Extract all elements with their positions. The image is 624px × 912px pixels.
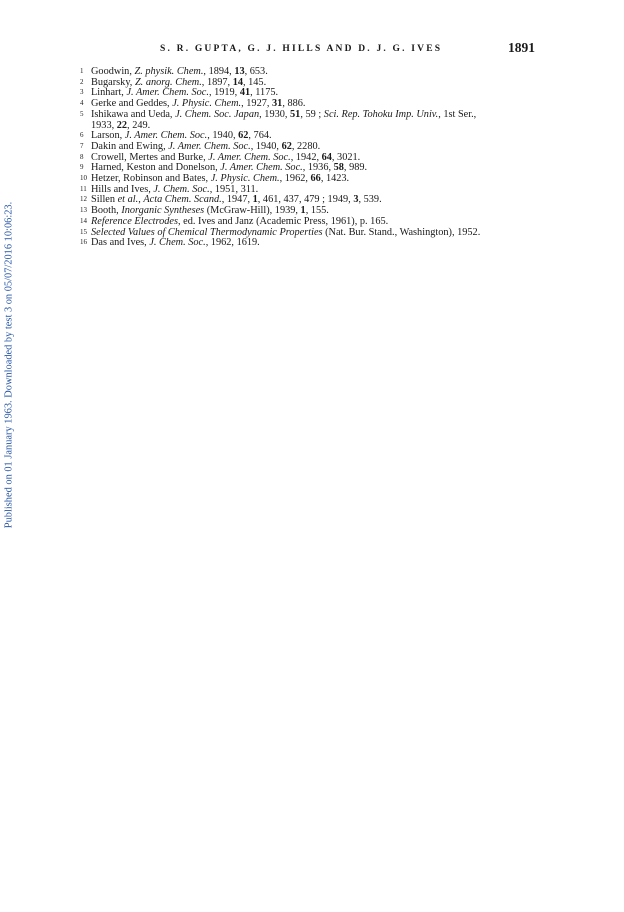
reference-text-segment: , 1897,	[201, 76, 233, 88]
reference-text-segment: J. Amer. Chem. Soc.	[208, 151, 291, 163]
reference-text-segment: Sillen	[91, 194, 118, 206]
publication-note: Published on 01 January 1963. Downloaded by test 3 on 05/07/2016 10:06:23.	[3, 201, 15, 529]
reference-body	[91, 173, 349, 184]
reference-body	[91, 130, 272, 141]
reference-text-segment: 3	[353, 194, 359, 206]
reference-text-segment: 31	[272, 98, 283, 110]
reference-number: 5	[80, 109, 84, 118]
reference-body	[91, 162, 367, 173]
reference-text-segment: Goodwin,	[91, 66, 135, 77]
reference-text-segment: Crowell, Mertes and Burke,	[91, 151, 209, 163]
reference-text-segment: Linhart,	[91, 87, 127, 99]
reference-text-segment: Acta Chem. Scand.	[143, 194, 222, 206]
reference-text-segment: 22	[116, 119, 128, 131]
reference-text-segment: Reference Electrodes	[91, 215, 179, 227]
reference-text-segment: 1	[252, 194, 258, 206]
reference-number: 11	[80, 184, 87, 193]
reference-body	[91, 87, 278, 98]
reference-text-segment: Booth,	[91, 205, 122, 217]
reference-text-segment: et al.	[117, 194, 139, 206]
reference-text-segment: , 1927,	[241, 98, 273, 110]
reference-text-segment: , 1940,	[250, 140, 282, 152]
reference-text-segment: J. Chem. Soc. Japan	[175, 108, 260, 120]
reference-text-segment: , 1st Ser.,	[438, 108, 477, 120]
reference-text-segment: 62	[238, 130, 249, 142]
reference-text-segment: J. Amer. Chem. Soc.	[126, 87, 209, 99]
reference-text-segment: J. Chem. Soc.	[153, 183, 210, 195]
reference-text-segment: , 1951, 311.	[209, 183, 259, 195]
reference-text-segment: Hetzer, Robinson and Bates,	[91, 173, 211, 185]
reference-text-segment: Sci. Rep. Tohoku Imp. Univ.	[323, 108, 439, 120]
page-header	[0, 40, 624, 58]
reference-text-segment: 14	[232, 76, 243, 88]
reference-number: 15	[80, 227, 87, 236]
reference-text-segment: , 886.	[282, 98, 306, 110]
running-head-authors: S. R. GUPTA, G. J. HILLS AND D. J. G. IVES	[160, 44, 443, 54]
reference-body	[91, 216, 388, 227]
reference-text-segment: 51	[290, 108, 301, 120]
reference-text-segment: , 3021.	[331, 151, 361, 163]
reference-text-segment: Dakin and Ewing,	[91, 140, 169, 152]
reference-number: 1	[80, 67, 84, 75]
reference-body	[91, 227, 480, 238]
reference-body	[91, 109, 476, 120]
reference-text-segment: , 1942,	[290, 151, 322, 163]
reference-body	[91, 237, 260, 248]
reference-text-segment: 13	[234, 66, 245, 77]
reference-body	[91, 98, 305, 109]
reference-text-segment: 41	[239, 87, 251, 99]
reference-text-segment: Das and Ives,	[91, 237, 150, 249]
reference-body	[91, 205, 329, 216]
reference-text-segment: , 1940,	[207, 130, 239, 142]
reference-text-segment: , 1947,	[221, 194, 253, 206]
reference-list	[80, 67, 550, 249]
reference-text-segment: Ishikawa and Ueda,	[91, 108, 176, 120]
reference-text-segment: J. Chem. Soc.	[149, 237, 206, 249]
reference-number: 6	[80, 131, 84, 140]
reference-text-segment: J. Amer. Chem. Soc.	[220, 162, 303, 174]
reference-text-segment: 62	[281, 140, 292, 152]
reference-text-segment: J. Physic. Chem.	[210, 173, 280, 185]
reference-number: 2	[80, 77, 84, 86]
reference-text-segment: , 1936,	[302, 162, 334, 174]
reference-body	[91, 77, 266, 88]
reference-item	[80, 110, 550, 131]
reference-text-segment: J. Amer. Chem. Soc.	[124, 130, 208, 142]
reference-item	[80, 238, 550, 249]
reference-body	[91, 141, 320, 152]
reference-text-segment: , 145.	[242, 76, 267, 88]
reference-text-segment: , 764.	[248, 130, 272, 142]
reference-number: 10	[80, 174, 87, 183]
reference-text-segment: Gerke and Geddes,	[91, 98, 173, 110]
reference-body	[91, 184, 258, 195]
reference-number: 4	[80, 99, 84, 108]
reference-text-segment: , 653.	[244, 66, 268, 77]
reference-number: 8	[80, 152, 84, 161]
reference-text-segment: Hills and Ives,	[91, 183, 154, 195]
reference-text-segment: 1933,	[91, 119, 117, 131]
reference-text-segment: J. Physic. Chem.	[172, 98, 242, 110]
reference-text-segment: 1	[300, 205, 306, 217]
reference-text-segment: 64	[321, 151, 332, 163]
reference-text-segment: , 2280.	[291, 140, 321, 152]
reference-text-segment: ,	[138, 194, 144, 206]
reference-text-segment: Inorganic Syntheses	[121, 205, 205, 217]
reference-number: 9	[80, 163, 84, 172]
reference-text-segment: Bugarsky,	[91, 76, 135, 88]
page-number: 1891	[508, 40, 535, 55]
reference-text-segment: (Nat. Bur. Stand., Washington), 1952.	[322, 226, 481, 238]
reference-text-segment: J. Amer. Chem. Soc.	[168, 140, 251, 152]
reference-body	[91, 194, 382, 205]
reference-text-segment: Selected Values of Chemical Thermodynamic Properties	[91, 226, 323, 238]
reference-number: 16	[80, 238, 87, 247]
reference-text-segment: , 461, 437, 479 ; 1949,	[257, 194, 354, 206]
reference-number: 3	[80, 88, 84, 97]
reference-body	[91, 152, 360, 163]
reference-text-segment: , 1175.	[250, 87, 279, 99]
reference-text-segment: Z. physik. Chem.	[134, 66, 204, 77]
reference-text-segment: , 249.	[127, 119, 151, 131]
reference-text-segment: , 1930,	[259, 108, 291, 120]
reference-text-segment: , 1423.	[320, 173, 350, 185]
reference-text-segment: Z. anorg. Chem.	[134, 76, 202, 88]
publication-sidebar	[2, 182, 16, 548]
reference-number: 12	[80, 195, 87, 204]
reference-text-segment: , 539.	[358, 194, 382, 206]
reference-number: 14	[80, 216, 87, 225]
reference-text-segment: 58	[333, 162, 344, 174]
reference-body	[91, 66, 268, 77]
reference-text-segment: , 59 ;	[300, 108, 324, 120]
reference-number: 7	[80, 141, 84, 150]
reference-text-segment: , 1962, 1619.	[205, 237, 260, 249]
reference-number: 13	[80, 206, 87, 215]
reference-text-segment: , 1919,	[208, 87, 240, 99]
reference-text-segment: , 989.	[343, 162, 368, 174]
reference-text-segment: , 155.	[305, 205, 329, 217]
reference-text-segment: , 1962,	[279, 173, 311, 185]
reference-text-segment: Larson,	[91, 130, 125, 142]
reference-text-segment: Harned, Keston and Donelson,	[91, 162, 221, 174]
reference-text-segment: , ed. Ives and Janz (Academic Press, 1961), p. 165.	[178, 215, 389, 227]
reference-text-segment: , 1894,	[203, 66, 235, 77]
reference-text-segment: (McGraw-Hill), 1939,	[204, 205, 301, 217]
reference-text-segment: 66	[310, 173, 321, 185]
